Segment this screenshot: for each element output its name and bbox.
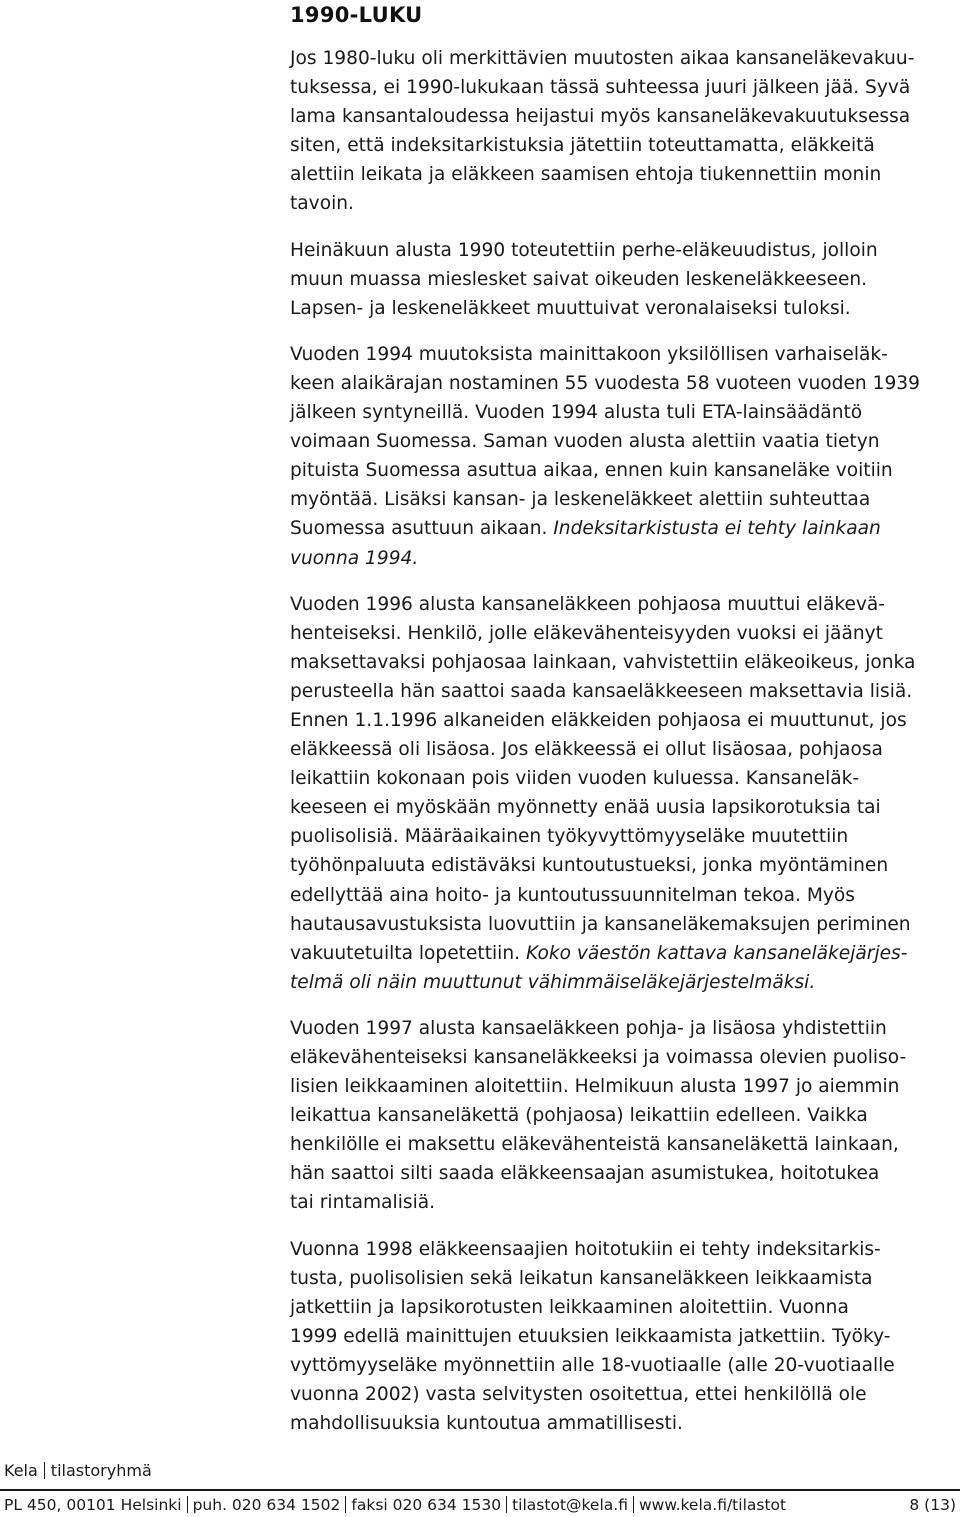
- text-line: leikattiin kokonaan pois viiden vuoden kuluessa. Kansaneläk-: [290, 768, 860, 790]
- text-italic: vuonna 1994.: [290, 547, 419, 569]
- text-line: Vuoden 1996 alusta kansaneläkkeen pohjaosa muuttui eläkevä-: [290, 593, 886, 615]
- footer-contact: [4, 1495, 786, 1515]
- text-line: tuksessa, ei 1990-lukukaan tässä suhteessa juuri jälkeen jää. Syvä: [290, 77, 911, 99]
- section-heading: 1990-LUKU: [290, 3, 423, 27]
- text-line: [290, 939, 958, 968]
- text-line: jatkettiin ja lapsikorotusten leikkaaminen aloitettiin. Vuonna: [290, 1296, 849, 1318]
- text-plain: Suomessa asuttuun aikaan.: [290, 518, 554, 540]
- text-line: keeseen ei myöskään myönnetty enää uusia lapsikorotuksia tai: [290, 797, 881, 819]
- text-line: henteiseksi. Henkilö, jolle eläkevähenteisyyden vuoksi ei jäänyt: [290, 622, 883, 644]
- text-line: henkilölle ei maksettu eläkevähenteistä kansaneläkettä lainkaan,: [290, 1134, 899, 1156]
- text-line: hautausavustuksista luovuttiin ja kansaneläkemaksujen periminen: [290, 913, 911, 935]
- email-link[interactable]: tilastot@kela.fi: [512, 1496, 628, 1514]
- text-line: Vuoden 1997 alusta kansaeläkkeen pohja- ja lisäosa yhdistettiin: [290, 1017, 887, 1039]
- paragraph-1990: [290, 236, 958, 323]
- text-plain: vakuutetuilta lopetettiin.: [290, 942, 526, 964]
- org-name: Kela: [4, 1461, 38, 1480]
- text-line: 1999 edellä mainittujen etuuksien leikkaamista jatkettiin. Työky-: [290, 1325, 891, 1347]
- divider: [187, 1496, 188, 1513]
- text-line: Ennen 1.1.1996 alkaneiden eläkkeiden pohjaosa ei muuttunut, jos: [290, 709, 907, 731]
- text-line: [290, 968, 958, 997]
- footer-organization: [4, 1461, 152, 1481]
- text-line: Jos 1980-luku oli merkittävien muutosten aikaa kansaneläkevakuu-: [290, 48, 915, 69]
- text-line: [290, 544, 958, 573]
- divider: [633, 1496, 634, 1513]
- text-line: muun muassa mieslesket saivat oikeuden leskeneläkkeeseen.: [290, 268, 868, 290]
- text-line: Heinäkuun alusta 1990 toteutettiin perhe-eläkeuudistus, jolloin: [290, 239, 878, 261]
- postal-address: PL 450, 00101 Helsinki: [4, 1496, 182, 1514]
- fax: faksi 020 634 1530: [351, 1496, 502, 1514]
- paragraph-1997: [290, 1014, 958, 1218]
- text-italic: Koko väestön kattava kansaneläkejärjes-: [525, 942, 908, 964]
- text-line: lisien leikkaaminen aloitettiin. Helmikuun alusta 1997 jo aiemmin: [290, 1076, 900, 1098]
- text-line: tavoin.: [290, 193, 354, 215]
- text-line: perusteella hän saattoi saada kansaeläkkeeseen maksettavia lisiä.: [290, 680, 913, 702]
- text-line: Vuonna 1998 eläkkeensaajien hoitotukiin ei tehty indeksitarkis-: [290, 1238, 881, 1260]
- text-line: eläkevähenteiseksi kansaneläkkeeksi ja voimassa olevien puoliso-: [290, 1047, 907, 1068]
- text-line: tai rintamalisiä.: [290, 1192, 436, 1214]
- phone: puh. 020 634 1502: [192, 1496, 341, 1514]
- text-line: keen alaikärajan nostaminen 55 vuodesta 58 vuoteen vuoden 1939: [290, 372, 920, 394]
- paragraph-1996: [290, 590, 958, 997]
- text-line: maksettavaksi pohjaosaa lainkaan, vahvistettiin eläkeoikeus, jonka: [290, 651, 916, 673]
- text-line: alettiin leikata ja eläkkeen saamisen ehtoja tiukennettiin monin: [290, 164, 882, 186]
- footer-divider: [0, 1489, 960, 1491]
- text-line: Lapsen- ja leskeneläkkeet muuttuivat veronalaiseksi tuloksi.: [290, 297, 851, 319]
- paragraph-intro: [290, 44, 958, 219]
- divider: [345, 1496, 346, 1513]
- divider: [506, 1496, 507, 1513]
- unit-name: tilastoryhmä: [50, 1461, 152, 1480]
- paragraph-1994: [290, 340, 958, 573]
- text-line: [290, 514, 958, 543]
- text-line: myöntää. Lisäksi kansan- ja leskeneläkkeet alettiin suhteuttaa: [290, 489, 871, 511]
- website-link[interactable]: www.kela.fi/tilastot: [638, 1496, 787, 1514]
- text-italic: Indeksitarkistusta ei tehty lainkaan: [553, 518, 881, 540]
- text-line: Vuoden 1994 muutoksista mainittakoon yksilöllisen varhaiseläk-: [290, 343, 888, 365]
- paragraph-1998: [290, 1235, 958, 1439]
- text-line: siten, että indeksitarkistuksia jätettiin toteuttamatta, eläkkeitä: [290, 135, 875, 157]
- divider: [44, 1462, 45, 1479]
- text-line: hän saattoi silti saada eläkkeensaajan asumistukea, hoitotukea: [290, 1163, 880, 1185]
- text-italic: telmä oli näin muuttunut vähimmäiseläkejärjestelmäksi.: [290, 971, 816, 993]
- body-text: [290, 44, 958, 1455]
- text-line: vuonna 2002) vasta selvitysten osoitettua, ettei henkilöllä ole: [290, 1384, 867, 1406]
- text-line: eläkkeessä oli lisäosa. Jos eläkkeessä ei ollut lisäosaa, pohjaosa: [290, 739, 883, 761]
- text-line: jälkeen syntyneillä. Vuoden 1994 alusta tuli ETA-lainsäädäntö: [290, 402, 863, 424]
- text-line: leikattua kansaneläkettä (pohjaosa) leikattiin edelleen. Vaikka: [290, 1105, 868, 1127]
- text-line: puolisolisiä. Määräaikainen työkyvyttömyyseläke muutettiin: [290, 826, 849, 848]
- text-line: edellyttää aina hoito- ja kuntoutussuunnitelman tekoa. Myös: [290, 884, 855, 906]
- text-line: pituista Suomessa asuttua aikaa, ennen kuin kansaneläke voitiin: [290, 460, 893, 482]
- text-line: mahdollisuuksia kuntoutua ammatillisesti.: [290, 1413, 683, 1435]
- text-line: työhönpaluuta edistäväksi kuntoutustueksi, jonka myöntäminen: [290, 855, 889, 877]
- text-line: vyttömyyseläke myönnettiin alle 18-vuotiaalle (alle 20-vuotiaalle: [290, 1354, 895, 1376]
- text-line: voimaan Suomessa. Saman vuoden alusta alettiin vaatia tietyn: [290, 431, 880, 453]
- text-line: tusta, puolisolisien sekä leikatun kansaneläkkeen leikkaamista: [290, 1267, 873, 1289]
- page-number: 8 (13): [909, 1496, 956, 1514]
- text-line: lama kansantaloudessa heijastui myös kansaneläkevakuutuksessa: [290, 106, 911, 128]
